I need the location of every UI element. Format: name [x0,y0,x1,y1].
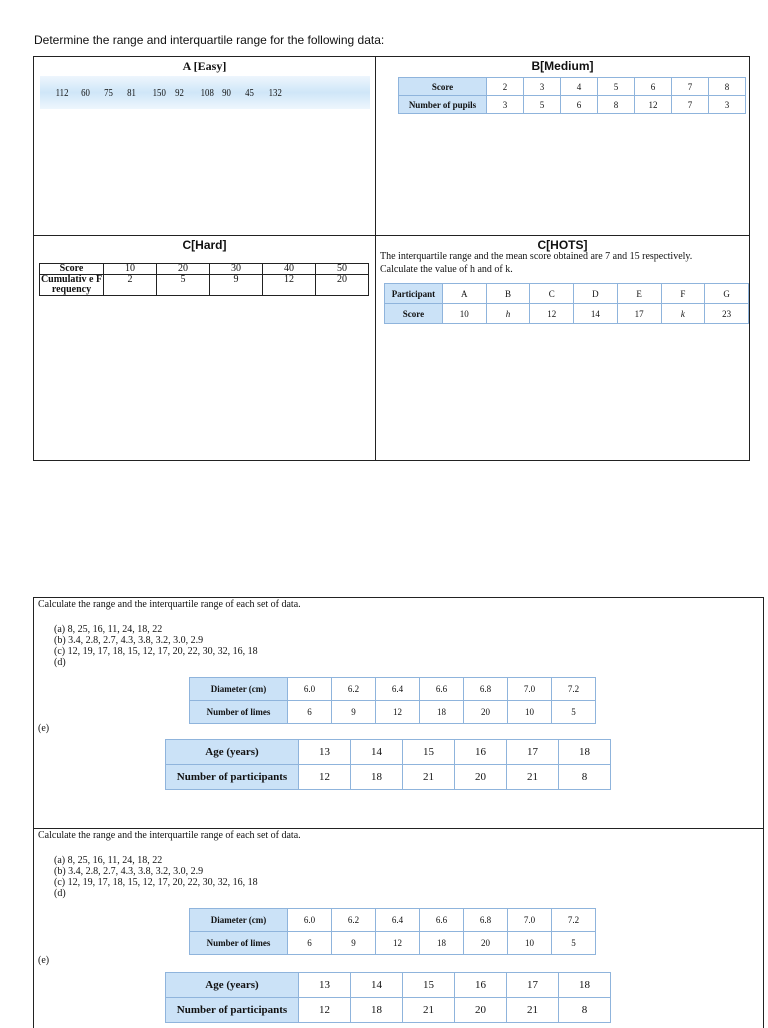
cumulative-frequency-table [39,263,369,296]
table-cell: 6.4 [376,678,420,701]
table-cell: 20 [455,998,507,1023]
table-cell: 7.2 [552,909,596,932]
table-row [40,275,369,296]
table-cell: 23 [705,304,749,324]
table-cell: 12 [530,304,574,324]
table-cell: 18 [559,740,611,765]
table-cell: 6 [288,701,332,724]
question-item: (b) 3.4, 2.8, 2.7, 4.3, 3.8, 3.2, 3.0, 2.9 [54,866,204,877]
table-cell: Diameter (cm) [190,909,288,932]
easy-value: 45 [245,86,254,99]
table-cell: 7 [672,96,709,114]
table-cell: 12 [299,765,351,790]
question-box [33,828,764,1028]
question-item: (d) [54,888,66,899]
question-item: (e) [38,955,50,966]
table-cell: Age (years) [166,973,299,998]
question-item: (c) 12, 19, 17, 18, 15, 12, 17, 20, 22, 30, 32, 16, 18 [54,646,258,657]
table-cell: 10 [442,304,486,324]
instructions: Determine the range and interquartile range for the following data: [34,33,385,47]
table-cell: 7 [672,78,709,96]
table-cell: 20 [316,275,369,296]
section-d-hots [376,236,749,460]
table-cell: 10 [508,932,552,955]
table-cell: Score [385,304,443,324]
table-cell: Diameter (cm) [190,678,288,701]
easy-value: 112 [55,86,69,99]
question-item: (a) 8, 25, 16, 11, 24, 18, 22 [54,855,163,866]
table-cell: 4 [561,78,598,96]
table-cell: 9 [332,932,376,955]
section-c-hard [34,236,376,460]
table-cell: 6.2 [332,909,376,932]
age-table [165,972,611,1023]
table-cell: Number of participants [166,998,299,1023]
table-cell: 7.0 [508,678,552,701]
table-cell: 17 [507,973,559,998]
table-row [190,678,596,701]
table-row [190,909,596,932]
easy-value: 75 [104,86,113,99]
table-cell: 5 [598,78,635,96]
table-cell: 20 [157,264,210,275]
table-cell: 21 [507,998,559,1023]
table-cell: Score [399,78,487,96]
table-row [40,264,369,275]
table-cell: 30 [210,264,263,275]
section-a-easy [34,57,376,236]
easy-value: 81 [127,86,136,99]
easy-value: 60 [81,86,90,99]
table-cell: F [661,284,705,304]
table-cell: 10 [104,264,157,275]
table-cell: 6.6 [420,909,464,932]
table-cell: 2 [104,275,157,296]
question-item: (c) 12, 19, 17, 18, 15, 12, 17, 20, 22, 30, 32, 16, 18 [54,877,258,888]
table-cell: C [530,284,574,304]
table-cell: 16 [455,740,507,765]
easy-value: 108 [200,86,214,99]
table-cell: 2 [487,78,524,96]
table-cell: D [574,284,618,304]
table-cell: 14 [351,973,403,998]
table-row [166,998,611,1023]
participant-table [384,283,749,324]
table-cell: 17 [617,304,661,324]
table-cell: 7.2 [552,678,596,701]
easy-data-band [40,76,370,109]
table-row [385,304,749,324]
table-cell: 6.6 [420,678,464,701]
table-cell: Cumulativ e Frequency [40,274,103,295]
table-cell: 8 [559,998,611,1023]
section-d-title: C[HOTS] [537,238,588,252]
table-cell: 12 [376,932,420,955]
table-row [399,96,746,114]
table-row [166,765,611,790]
table-cell: 10 [508,701,552,724]
table-cell: 5 [552,932,596,955]
table-cell: 5 [552,701,596,724]
table-cell: Number of limes [190,701,288,724]
table-row [399,78,746,96]
table-cell: 5 [524,96,561,114]
table-cell: 6 [288,932,332,955]
section-a-title: A [Easy] [182,59,227,73]
table-cell: 50 [316,264,369,275]
hots-line: The interquartile range and the mean score obtained are 7 and 15 respectively. [380,251,693,262]
table-cell: 8 [598,96,635,114]
table-row [385,284,749,304]
table-row [190,701,596,724]
hots-question [380,250,692,276]
easy-value: 92 [174,86,184,99]
table-cell: 6 [635,78,672,96]
hots-line: Calculate the value of h and of k. [380,264,513,275]
question-box [33,597,764,829]
table-cell: 9 [332,701,376,724]
question-item: (e) [38,723,50,734]
table-cell: 15 [403,740,455,765]
table-cell: 17 [507,740,559,765]
pupils-table [398,77,746,114]
table-cell: 6.0 [288,909,332,932]
question-item: (b) 3.4, 2.8, 2.7, 4.3, 3.8, 3.2, 3.0, 2.9 [54,635,204,646]
exercise-grid [33,56,750,461]
table-cell: 6.8 [464,678,508,701]
table-cell: 12 [376,701,420,724]
section-b-medium [376,57,749,236]
question-intro: Calculate the range and the interquartile range of each set of data. [38,830,301,841]
table-cell: 18 [559,973,611,998]
table-cell: k [661,304,705,324]
table-cell: 20 [464,932,508,955]
table-cell: Number of limes [190,932,288,955]
table-cell: 18 [351,998,403,1023]
table-row [190,932,596,955]
table-cell: 21 [403,998,455,1023]
table-cell: 3 [709,96,746,114]
table-cell: 18 [420,932,464,955]
table-cell: 14 [351,740,403,765]
easy-value: 150 [152,86,166,99]
table-cell: 21 [403,765,455,790]
table-cell: h [486,304,530,324]
table-cell: A [442,284,486,304]
table-cell: 6.2 [332,678,376,701]
table-cell: 20 [455,765,507,790]
diameter-table [189,677,596,724]
question-list [54,624,258,668]
table-cell: 20 [464,701,508,724]
table-cell: 8 [709,78,746,96]
table-cell: 12 [299,998,351,1023]
table-cell: 18 [420,701,464,724]
table-cell: Score [40,264,104,275]
easy-value: 132 [268,86,282,99]
table-row [166,740,611,765]
table-cell: 6.4 [376,909,420,932]
question-list [54,855,258,899]
table-cell: 3 [487,96,524,114]
table-cell: 14 [574,304,618,324]
table-cell: E [617,284,661,304]
table-cell: 21 [507,765,559,790]
table-cell: 16 [455,973,507,998]
table-cell: 9 [210,275,263,296]
table-cell: 40 [263,264,316,275]
section-b-title: B[Medium] [531,59,594,73]
table-cell: 18 [351,765,403,790]
table-cell: Number of pupils [399,96,487,114]
table-cell: Age (years) [166,740,299,765]
question-item: (d) [54,657,66,668]
table-cell: 12 [263,275,316,296]
table-cell: 5 [157,275,210,296]
diameter-table [189,908,596,955]
table-cell: 15 [403,973,455,998]
table-cell: 6.0 [288,678,332,701]
table-cell: Participant [385,284,443,304]
question-item: (a) 8, 25, 16, 11, 24, 18, 22 [54,624,163,635]
table-cell: 8 [559,765,611,790]
table-cell: 6 [561,96,598,114]
table-cell: 13 [299,973,351,998]
table-row [166,973,611,998]
question-intro: Calculate the range and the interquartile range of each set of data. [38,599,301,610]
table-cell: 13 [299,740,351,765]
table-cell: 6.8 [464,909,508,932]
easy-value: 90 [222,86,231,99]
table-cell: G [705,284,749,304]
table-cell: Number of participants [166,765,299,790]
age-table [165,739,611,790]
section-c-title: C[Hard] [182,238,227,252]
table-cell: B [486,284,530,304]
table-cell: 7.0 [508,909,552,932]
table-cell: 12 [635,96,672,114]
table-cell: 3 [524,78,561,96]
